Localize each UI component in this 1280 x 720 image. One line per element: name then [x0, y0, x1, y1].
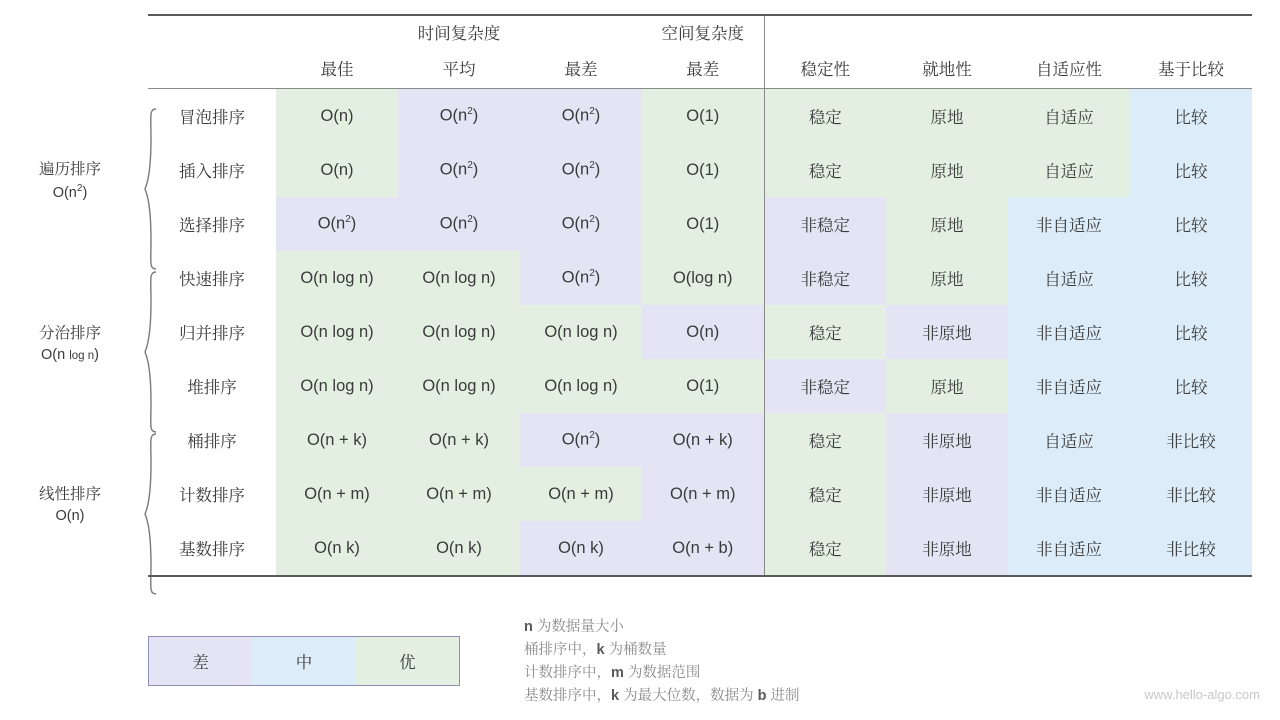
- note-line-1: [524, 616, 800, 639]
- algorithm-name: 插入排序: [179, 163, 245, 181]
- note-prefix-4: 基数排序中，: [524, 688, 611, 704]
- cell-4: 非稳定: [764, 359, 886, 413]
- cell-2: O(n + m): [520, 467, 642, 521]
- cell-2: O(n log n): [520, 359, 642, 413]
- table-row: [148, 251, 1252, 305]
- cell-6: 自适应: [1008, 251, 1130, 305]
- cell-2: $O(n^2)$: [520, 143, 642, 197]
- cell-2: O(n k): [520, 521, 642, 576]
- cell-3: O(log n): [642, 251, 764, 305]
- cell-1: O(n log n): [398, 359, 520, 413]
- cell-2: $O(n^2)$: [520, 197, 642, 251]
- cell-0: O(n): [276, 143, 398, 197]
- cell-0: $O(n^2)$: [276, 197, 398, 251]
- watermark: www.hello-algo.com: [1144, 687, 1260, 702]
- header-prop-blank-3: [1008, 15, 1130, 48]
- legend-good: 优: [356, 637, 459, 685]
- cell-1: $O(n^2)$: [398, 197, 520, 251]
- note-symbol-k: k: [596, 642, 605, 658]
- algorithm-name: 快速排序: [179, 271, 245, 289]
- cell-5: 原地: [886, 359, 1008, 413]
- cell-3: O(n + k): [642, 413, 764, 467]
- note-symbol-n: n: [524, 619, 533, 635]
- algorithm-name: 冒泡排序: [179, 109, 245, 127]
- cell-7: 非比较: [1130, 521, 1252, 576]
- header-row-sub: [148, 48, 1252, 89]
- cell-4: 非稳定: [764, 197, 886, 251]
- table-row: [148, 521, 1252, 576]
- cell-7: 非比较: [1130, 413, 1252, 467]
- cell-4: 非稳定: [764, 251, 886, 305]
- note-text-4a: 为最大位数，数据为: [623, 688, 754, 704]
- header-sub-best: 最佳: [276, 48, 398, 89]
- cell-7: 比较: [1130, 359, 1252, 413]
- note-prefix-3: 计数排序中，: [524, 665, 611, 681]
- table-row: [148, 143, 1252, 197]
- cell-1: $O(n^2)$: [398, 143, 520, 197]
- cell-0: O(n k): [276, 521, 398, 576]
- cell-0: O(n): [276, 89, 398, 144]
- cell-3: O(n): [642, 305, 764, 359]
- cell-6: 非自适应: [1008, 467, 1130, 521]
- cell-1: O(n log n): [398, 251, 520, 305]
- cell-3: O(1): [642, 143, 764, 197]
- cell-1: O(n + k): [398, 413, 520, 467]
- cell-5: 原地: [886, 251, 1008, 305]
- cell-7: 比较: [1130, 305, 1252, 359]
- header-prop-comparison: 基于比较: [1130, 48, 1252, 89]
- legend: [148, 636, 460, 686]
- cell-2: $O(n^2)$: [520, 251, 642, 305]
- note-prefix-2: 桶排序中，: [524, 642, 597, 658]
- algorithm-name: 选择排序: [179, 217, 245, 235]
- table-row: [148, 413, 1252, 467]
- cell-0: O(n log n): [276, 359, 398, 413]
- cell-5: 原地: [886, 197, 1008, 251]
- group-label-linear-name: 线性排序: [38, 486, 101, 503]
- comparison-table: [148, 14, 1252, 577]
- cell-7: 比较: [1130, 143, 1252, 197]
- cell-1: $O(n^2)$: [398, 89, 520, 144]
- group-label-linear: [0, 483, 140, 528]
- cell-3: O(1): [642, 89, 764, 144]
- algorithm-name: 归并排序: [179, 325, 245, 343]
- table-row: [148, 467, 1252, 521]
- header-sub-average: 平均: [398, 48, 520, 89]
- cell-0: O(n log n): [276, 251, 398, 305]
- header-corner-blank: [148, 15, 276, 48]
- cell-6: 自适应: [1008, 413, 1130, 467]
- cell-4: 稳定: [764, 89, 886, 144]
- cell-0: O(n log n): [276, 305, 398, 359]
- cell-4: 稳定: [764, 143, 886, 197]
- table-body: [148, 89, 1252, 577]
- header-sub-space-worst: 最差: [642, 48, 764, 89]
- cell-2: $O(n^2)$: [520, 89, 642, 144]
- header-prop-blank-4: [1130, 15, 1252, 48]
- cell-3: O(1): [642, 359, 764, 413]
- legend-mid: 中: [252, 637, 355, 685]
- note-text-4b: 进制: [770, 688, 800, 704]
- header-space-complexity: 空间复杂度: [642, 15, 764, 48]
- header-prop-inplace: 就地性: [886, 48, 1008, 89]
- cell-7: 比较: [1130, 251, 1252, 305]
- header-time-complexity: 时间复杂度: [276, 15, 642, 48]
- cell-3: O(n + m): [642, 467, 764, 521]
- note-symbol-m: m: [611, 665, 624, 681]
- cell-6: 非自适应: [1008, 197, 1130, 251]
- group-label-divide-name: 分治排序: [38, 325, 101, 342]
- header-row-groups: [148, 15, 1252, 48]
- header-prop-adaptive: 自适应性: [1008, 48, 1130, 89]
- algorithm-name: 基数排序: [148, 521, 276, 576]
- notes: [524, 616, 800, 708]
- note-symbol-k2: k: [611, 688, 620, 704]
- note-symbol-b: b: [757, 688, 767, 704]
- cell-3: O(n + b): [642, 521, 764, 576]
- cell-2: O(n log n): [520, 305, 642, 359]
- group-label-column: [0, 0, 148, 720]
- table-row: [148, 197, 1252, 251]
- table-header: [148, 15, 1252, 89]
- cell-1: O(n + m): [398, 467, 520, 521]
- cell-5: 原地: [886, 89, 1008, 144]
- cell-6: 自适应: [1008, 89, 1130, 144]
- algorithm-name: 桶排序: [187, 433, 237, 451]
- note-text-2: 为桶数量: [608, 642, 667, 658]
- cell-3: O(1): [642, 197, 764, 251]
- cell-5: 非原地: [886, 413, 1008, 467]
- table-row: [148, 89, 1252, 144]
- cell-6: 非自适应: [1008, 359, 1130, 413]
- cell-5: 非原地: [886, 467, 1008, 521]
- cell-7: 比较: [1130, 197, 1252, 251]
- header-prop-blank-2: [886, 15, 1008, 48]
- table-row: [148, 359, 1252, 413]
- cell-4: 稳定: [764, 467, 886, 521]
- header-prop-stability: 稳定性: [764, 48, 886, 89]
- cell-4: 稳定: [764, 521, 886, 576]
- group-label-traversal-name: 遍历排序: [38, 161, 101, 178]
- header-sub-worst: 最差: [520, 48, 642, 89]
- cell-7: 非比较: [1130, 467, 1252, 521]
- note-line-2: [524, 639, 800, 662]
- cell-0: O(n + m): [276, 467, 398, 521]
- note-line-4: [524, 685, 800, 708]
- cell-4: 稳定: [764, 305, 886, 359]
- group-label-linear-complexity: O(n): [55, 508, 85, 525]
- cell-5: 原地: [886, 143, 1008, 197]
- cell-6: 非自适应: [1008, 521, 1130, 576]
- table-row: [148, 305, 1252, 359]
- algorithm-name: 堆排序: [187, 379, 237, 397]
- cell-6: 非自适应: [1008, 305, 1130, 359]
- note-text-3: 为数据范围: [627, 665, 701, 681]
- group-label-divide: [0, 322, 140, 367]
- cell-1: O(n log n): [398, 305, 520, 359]
- cell-1: O(n k): [398, 521, 520, 576]
- cell-4: 稳定: [764, 413, 886, 467]
- cell-6: 自适应: [1008, 143, 1130, 197]
- note-line-3: [524, 662, 800, 685]
- header-sub-blank: [148, 48, 276, 89]
- group-label-traversal: [0, 158, 140, 205]
- cell-0: O(n + k): [276, 413, 398, 467]
- cell-2: $O(n^2)$: [520, 413, 642, 467]
- cell-5: 非原地: [886, 521, 1008, 576]
- algorithm-name: 计数排序: [179, 487, 245, 505]
- legend-bad: 差: [149, 637, 252, 685]
- cell-5: 非原地: [886, 305, 1008, 359]
- group-label-divide-complexity: O(n log n): [41, 347, 99, 364]
- group-label-traversal-complexity: $O(n^2)$: [52, 183, 88, 202]
- note-text-1: 为数据量大小: [536, 619, 624, 635]
- header-prop-blank-1: [764, 15, 886, 48]
- cell-7: 比较: [1130, 89, 1252, 144]
